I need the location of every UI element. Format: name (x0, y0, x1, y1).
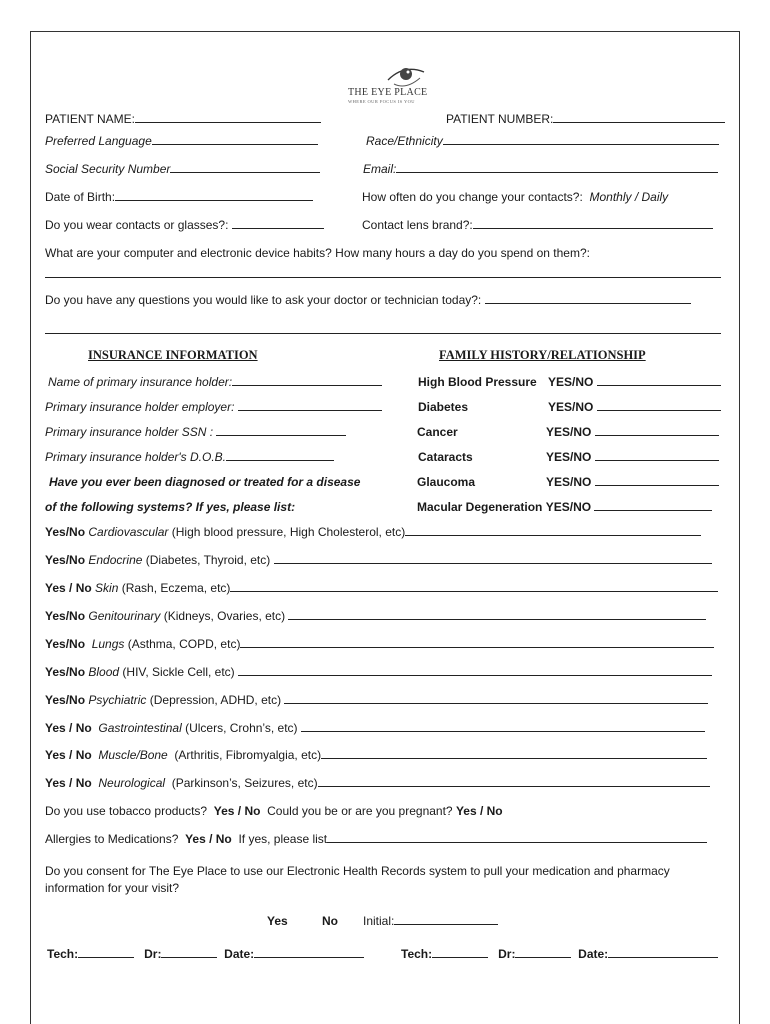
questions-line[interactable] (45, 333, 721, 334)
date-label: Date: (578, 947, 609, 961)
tech-line[interactable] (432, 946, 488, 958)
system-row[interactable] (45, 664, 712, 680)
questions-field[interactable] (45, 292, 691, 308)
preferred-language-label: Preferred Language (45, 134, 152, 148)
allergies-list-label: If yes, please list (238, 832, 328, 846)
system-detail: (Kidneys, Ovaries, etc) (163, 609, 286, 623)
dob-field[interactable] (45, 189, 313, 205)
patient-name-label: PATIENT NAME: (45, 112, 136, 126)
family-item[interactable] (417, 424, 458, 440)
family-item-label: Diabetes (418, 400, 469, 414)
ssn-field[interactable] (45, 161, 320, 177)
pregnant-label: Could you be or are you pregnant? (267, 804, 453, 818)
tobacco-label: Do you use tobacco products? (45, 804, 208, 818)
initial-label: Initial: (363, 914, 395, 928)
family-yesno-label: YES/NO (546, 475, 592, 489)
system-detail: (Arthritis, Fibromyalgia, etc) (174, 748, 322, 762)
insurance-employer-label: Primary insurance holder employer: (45, 400, 235, 414)
allergies-label: Allergies to Medications? (45, 832, 179, 846)
dr-line[interactable] (515, 946, 571, 958)
family-item[interactable] (417, 499, 712, 515)
dr-line[interactable] (161, 946, 217, 958)
system-name: Blood (88, 665, 120, 679)
system-name: Neurological (98, 776, 166, 790)
allergies-row[interactable] (45, 831, 707, 847)
family-yesno[interactable] (546, 449, 719, 465)
ssn-label: Social Security Number (45, 162, 171, 176)
system-name: Cardiovascular (88, 525, 169, 539)
diagnosed-question-1: Have you ever been diagnosed or treated for a disease (49, 475, 361, 489)
system-name: Skin (95, 581, 119, 595)
tech-line[interactable] (78, 946, 134, 958)
system-detail: (Rash, Eczema, etc) (121, 581, 231, 595)
system-detail: (Parkinson’s, Seizures, etc) (171, 776, 318, 790)
wear-label: Do you wear contacts or glasses?: (45, 218, 229, 232)
system-yesno: Yes/No (45, 637, 86, 651)
diagnosed-question-2: of the following systems? If yes, please list: (45, 500, 296, 514)
insurance-ssn-label: Primary insurance holder SSN : (45, 425, 214, 439)
family-yesno-label: YES/NO (546, 425, 592, 439)
patient-name-field[interactable] (45, 111, 321, 127)
insurance-dob-label: Primary insurance holder's D.O.B. (45, 450, 227, 464)
family-item[interactable] (418, 399, 468, 415)
tobacco-pregnancy-row (45, 803, 503, 819)
family-history-heading: FAMILY HISTORY/RELATIONSHIP (439, 348, 646, 362)
initial-field[interactable] (363, 913, 498, 929)
system-name: Genitourinary (88, 609, 161, 623)
questions-label: Do you have any questions you would like to ask your doctor or technician today?: (45, 293, 482, 307)
family-item-label: High Blood Pressure (418, 375, 537, 389)
family-yesno[interactable] (546, 474, 719, 490)
family-item-label: Macular Degeneration (417, 500, 543, 514)
system-yesno: Yes / No (45, 748, 92, 762)
eye-place-logo (340, 62, 430, 104)
family-item-label: Cancer (417, 425, 458, 439)
system-yesno: Yes / No (45, 581, 92, 595)
preferred-language-field[interactable] (45, 133, 318, 149)
date-label: Date: (224, 947, 255, 961)
system-detail: (Depression, ADHD, etc) (149, 693, 282, 707)
contacts-change-label: How often do you change your contacts?: (362, 190, 583, 204)
wear-field[interactable] (45, 217, 324, 233)
system-row[interactable] (45, 552, 712, 568)
consent-yes-option[interactable]: Yes (267, 914, 288, 928)
system-name: Gastrointestinal (98, 721, 182, 735)
family-item-label: Cataracts (418, 450, 473, 464)
date-line[interactable] (254, 946, 364, 958)
system-row[interactable] (45, 580, 718, 596)
system-name: Lungs (91, 637, 125, 651)
system-detail: (Asthma, COPD, etc) (127, 637, 241, 651)
brand-label: Contact lens brand?: (362, 218, 473, 232)
brand-field[interactable] (362, 217, 713, 233)
dr-label: Dr: (498, 947, 516, 961)
system-row[interactable] (45, 524, 701, 540)
family-item[interactable] (418, 374, 537, 390)
family-yesno-label: YES/NO (546, 450, 592, 464)
tech-label: Tech: (401, 947, 433, 961)
family-yesno-label: YES/NO (548, 400, 594, 414)
insurance-holder-label: Name of primary insurance holder: (48, 375, 233, 389)
email-label: Email: (363, 162, 397, 176)
contacts-change-question (362, 189, 668, 205)
email-field[interactable] (363, 161, 718, 177)
system-yesno: Yes / No (45, 721, 92, 735)
system-name: Endocrine (88, 553, 143, 567)
system-name: Muscle/Bone (98, 748, 168, 762)
system-yesno: Yes/No (45, 553, 86, 567)
system-yesno: Yes / No (45, 776, 92, 790)
logo-tagline: WHERE OUR FOCUS IS YOU (348, 99, 415, 104)
system-row[interactable] (45, 608, 706, 624)
pregnant-yesno[interactable]: Yes / No (455, 804, 503, 818)
patient-number-field[interactable] (446, 111, 725, 127)
eye-logo-icon (384, 62, 428, 90)
system-row[interactable] (45, 720, 705, 736)
contacts-change-options[interactable]: Monthly / Daily (589, 190, 669, 204)
family-item-label: Glaucoma (417, 475, 476, 489)
footer-right (401, 946, 718, 962)
dr-label: Dr: (144, 947, 162, 961)
system-row[interactable] (45, 692, 708, 708)
logo-name: THE EYE PLACE (348, 87, 428, 98)
footer-left (47, 946, 364, 962)
family-yesno[interactable] (546, 424, 719, 440)
system-row[interactable] (45, 775, 710, 791)
family-yesno-label: YES/NO (548, 375, 594, 389)
allergies-yesno[interactable]: Yes / No (185, 832, 232, 846)
consent-line-1: Do you consent for The Eye Place to use our Electronic Health Records system to pull your medication and pharmacy (45, 864, 670, 878)
system-detail: (HIV, Sickle Cell, etc) (122, 665, 235, 679)
system-detail: (High blood pressure, High Cholesterol, etc) (171, 525, 406, 539)
family-item[interactable] (418, 449, 473, 465)
tech-label: Tech: (47, 947, 79, 961)
patient-number-label: PATIENT NUMBER: (446, 112, 554, 126)
system-yesno: Yes/No (45, 693, 86, 707)
family-yesno[interactable] (548, 374, 721, 390)
insurance-dob-field[interactable] (45, 449, 334, 465)
system-yesno: Yes/No (45, 665, 86, 679)
system-row[interactable] (45, 747, 707, 763)
insurance-holder-field[interactable] (48, 374, 382, 390)
family-yesno-label: YES/NO (545, 500, 592, 514)
system-name: Psychiatric (88, 693, 147, 707)
system-yesno: Yes/No (45, 525, 86, 539)
family-yesno[interactable] (548, 399, 721, 415)
race-field[interactable] (366, 133, 719, 149)
tobacco-yesno[interactable]: Yes / No (213, 804, 261, 818)
family-item[interactable] (417, 474, 475, 490)
race-label: Race/Ethnicity (366, 134, 443, 148)
dob-label: Date of Birth: (45, 190, 116, 204)
insurance-employer-field[interactable] (45, 399, 382, 415)
insurance-heading: INSURANCE INFORMATION (88, 348, 258, 362)
consent-no-option[interactable]: No (322, 914, 338, 928)
computer-habits-label: What are your computer and electronic device habits? How many hours a day do you spend on them?: (45, 246, 590, 260)
computer-habits-line[interactable] (45, 277, 721, 278)
insurance-ssn-field[interactable] (45, 424, 346, 440)
consent-line-2: information for your visit? (45, 881, 180, 895)
system-detail: (Diabetes, Thyroid, etc) (145, 553, 271, 567)
system-yesno: Yes/No (45, 609, 86, 623)
system-row[interactable] (45, 636, 714, 652)
date-line[interactable] (608, 946, 718, 958)
system-detail: (Ulcers, Crohn’s, etc) (185, 721, 298, 735)
